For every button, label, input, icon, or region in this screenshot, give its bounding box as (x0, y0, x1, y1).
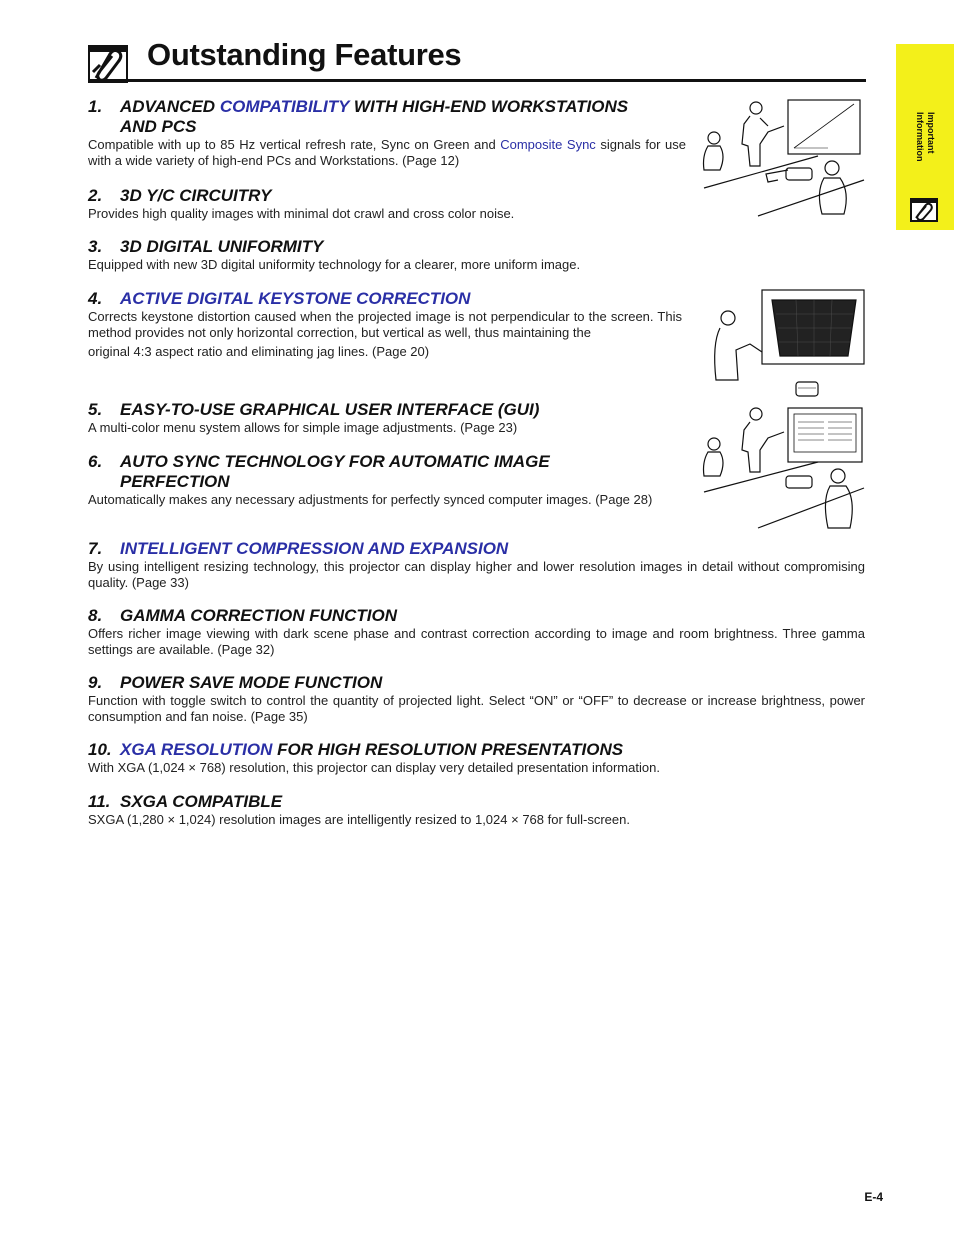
compatibility-link[interactable]: COMPATIBILITY (219, 97, 350, 116)
feature-text: SXGA (1,280 × 1,024) resolution images are intelligently resized to 1,024 × 768 for full-screen. (88, 812, 630, 827)
feature-notebook-icon (88, 44, 130, 84)
feature-3 (88, 237, 686, 273)
composite-sync-link[interactable]: Composite Sync (500, 137, 596, 152)
feature-heading: 10. XGA RESOLUTION FOR HIGH RESOLUTION PRESENTATIONS (88, 740, 624, 759)
xga-resolution-link[interactable]: XGA RESOLUTION (120, 740, 273, 759)
feature-6 (88, 452, 682, 508)
feature-text: Corrects keystone distortion caused when the projected image is not perpendicular to the screen. This method provides not only horizontal correction, but vertical as well, thus maintaining the (88, 309, 682, 340)
gui-illustration (698, 380, 866, 532)
feature-heading: 5. EASY-TO-USE GRAPHICAL USER INTERFACE (GUI) (88, 400, 540, 419)
feature-8 (88, 606, 865, 658)
feature-text: Offers richer image viewing with dark scene phase and contrast correction according to image and room brightness. Three gamma settings are available. (Page 32) (88, 626, 865, 657)
keystone-illustration (706, 288, 866, 384)
side-tab-line1: Important (926, 112, 936, 154)
side-tab-label (906, 100, 946, 180)
feature-text: Provides high quality images with minimal dot crawl and cross color noise. (88, 206, 515, 221)
feature-heading: 11. SXGA COMPATIBLE (88, 792, 283, 811)
feature-7 (88, 539, 865, 591)
feature-heading: 6. AUTO SYNC TECHNOLOGY FOR AUTOMATIC IMAGE PERFECTION (88, 452, 550, 491)
feature-2 (88, 186, 686, 222)
feature-10 (88, 740, 865, 776)
feature-heading: 3. 3D DIGITAL UNIFORMITY (88, 237, 324, 256)
feature-1 (88, 97, 686, 169)
feature-text: With XGA (1,024 × 768) resolution, this projector can display very detailed presentation information. (88, 760, 660, 775)
feature-text: Function with toggle switch to control the quantity of projected light. Select “ON” or “OFF” to decrease or increase brightness, power consumption and fan noise. (Page 35) (88, 693, 865, 724)
feature-text: Compatible with up to 85 Hz vertical refresh rate, Sync on Green and Composite Sync signals for use with a wide variety of high-end PCs and Workstations. (Page 12) (88, 137, 686, 168)
feature-11 (88, 792, 865, 828)
feature-heading: 4. ACTIVE DIGITAL KEYSTONE CORRECTION (88, 289, 471, 308)
feature-5 (88, 400, 686, 436)
presentation-illustration (698, 96, 866, 220)
page-number: E-4 (864, 1190, 883, 1204)
page-title: Outstanding Features (147, 37, 462, 72)
feature-heading: 8. GAMMA CORRECTION FUNCTION (88, 606, 398, 625)
feature-text: A multi-color menu system allows for simple image adjustments. (Page 23) (88, 420, 518, 435)
feature-heading: 9. POWER SAVE MODE FUNCTION (88, 673, 383, 692)
notebook-tab-icon (910, 198, 940, 222)
feature-heading: 2. 3D Y/C CIRCUITRY (88, 186, 272, 205)
feature-text-cont: original 4:3 aspect ratio and eliminating jag lines. (Page 20) (88, 344, 430, 359)
side-tab-line2: Information (915, 112, 925, 162)
title-rule (88, 79, 866, 82)
feature-heading: 1. ADVANCED COMPATIBILITY WITH HIGH-END WORKSTATIONS AND PCS (88, 97, 629, 136)
feature-text: Equipped with new 3D digital uniformity technology for a clearer, more uniform image. (88, 257, 581, 272)
compression-link[interactable]: INTELLIGENT COMPRESSION AND EXPANSION (120, 539, 509, 558)
feature-heading: 7. INTELLIGENT COMPRESSION AND EXPANSION (88, 539, 509, 558)
feature-text: Automatically makes any necessary adjustments for perfectly synced computer images. (Page 28) (88, 492, 653, 507)
feature-9 (88, 673, 865, 725)
keystone-link[interactable]: ACTIVE DIGITAL KEYSTONE CORRECTION (120, 289, 471, 308)
feature-4 (88, 289, 682, 360)
feature-text: By using intelligent resizing technology, this projector can display higher and lower resolution images in detail without compromising quality. (Page 33) (88, 559, 865, 590)
